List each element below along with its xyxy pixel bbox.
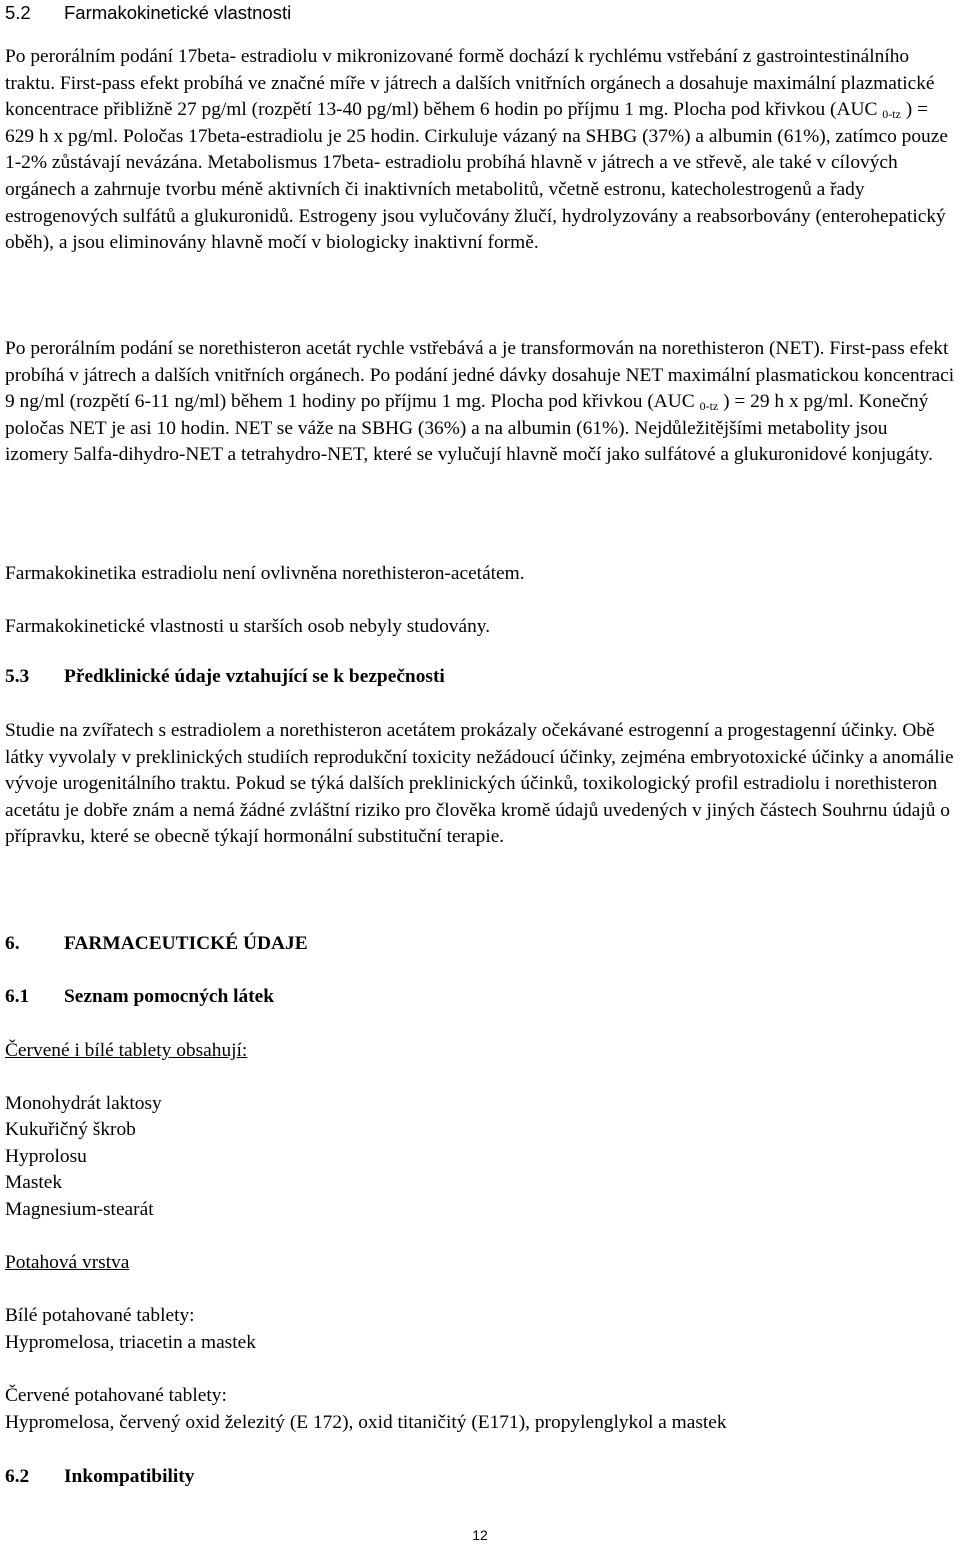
white-tablets-label: Bílé potahované tablety:	[5, 1305, 195, 1326]
excipient-item: Monohydrát laktosy	[5, 1093, 162, 1114]
red-tablets-value: Hypromelosa, červený oxid železitý (E 172), oxid titaničitý (E171), propylenglykol a mastek	[5, 1412, 727, 1433]
paragraph-preclinical: Studie na zvířatech s estradiolem a norethisteron acetátem prokázaly očekávané estrogenní a progestagenní účinky. Obě látky vyvolaly v preklinických studiích reprodukční toxicity nežádoucí účinky, zejména embryotoxické účinky a anomálie vývoje urogenitálního traktu. Pokud se týká dalších preklinických účinků, toxikologický profil estradiolu i norethisteron acetátu je dobře znám a nemá žádné zvláštní riziko pro člověka kromě údajů uvedených v jiných částech Souhrnu údajů o přípravku, které se obecně týkají hormonální substituční terapie.	[5, 720, 954, 847]
excipient-item: Kukuřičný škrob	[5, 1119, 136, 1140]
red-tablets-label: Červené potahované tablety:	[5, 1385, 227, 1406]
tablets-heading: Červené i bílé tablety obsahují:	[5, 1040, 248, 1061]
section-6-heading: 6. FARMACEUTICKÉ ÚDAJE	[5, 933, 308, 954]
white-tablets-value: Hypromelosa, triacetin a mastek	[5, 1332, 256, 1353]
section-6-1-heading: 6.1 Seznam pomocných látek	[5, 986, 275, 1007]
section-5-3-heading: 5.3 Předklinické údaje vztahující se k bezpečnosti	[5, 666, 445, 687]
section-5-2-heading: 5.2 Farmakokinetické vlastnosti	[5, 2, 292, 23]
coating-heading: Potahová vrstva	[5, 1252, 130, 1273]
page-number: 12	[472, 1527, 488, 1543]
section-6-2-heading: 6.2 Inkompatibility	[5, 1466, 195, 1487]
paragraph-estradiol-pharmacokinetics: Po perorálním podání 17beta- estradiolu v mikronizované formě dochází k rychlému vstřebání z gastrointestinálního traktu. First-pass efekt probíhá ve značné míře v játrech a dalších vnitřních orgánech a dosahuje maximální plazmatické koncentrace přibližně 27 pg/ml (rozpětí 13-40 pg/ml) během 6 hodin po příjmu 1 mg. Plocha pod křivkou (AUC $_{0-tz}$ ) = 629 h x pg/ml. Poločas 17beta-estradiolu je 25 hodin. Cirkuluje vázaný na SHBG (37%) a albumin (61%), zatímco pouze 1-2% zůstávají nevázána. Metabolismus 17beta- estradiolu probíhá hlavně v játrech a ve střevě, ale také v cílových orgánech a zahrnuje tvorbu méně aktivních či inaktivních metabolitů, včetně estronu, katecholestrogenů a řady estrogenových sulfátů a glukuronidů. Estrogeny jsou vylučovány žlučí, hydrolyzovány a reabsorbovány (enterohepatický oběh), a jsou eliminovány hlavně močí v biologicky inaktivní formě.	[5, 46, 948, 254]
excipient-item: Hyprolosu	[5, 1146, 87, 1167]
excipient-item: Mastek	[5, 1172, 63, 1193]
excipient-item: Magnesium-stearát	[5, 1199, 154, 1220]
paragraph-norethisterone-pharmacokinetics: Po perorálním podání se norethisteron acetát rychle vstřebává a je transformován na norethisteron (NET). First-pass efekt probíhá v játrech a dalších vnitřních orgánech. Po podání jedné dávky dosahuje NET maximální plasmatickou koncentraci 9 ng/ml (rozpětí 6-11 ng/ml) během 1 hodiny po příjmu 1 mg. Plocha pod křivkou (AUC $_{0-tz}$ ) = 29 h x pg/ml. Konečný poločas NET je asi 10 hodin. NET se váže na SBHG (36%) a na albumin (61%). Nejdůležitějšími metabolity jsou izomery 5alfa-dihydro-NET a tetrahydro-NET, které se vylučují hlavně močí jako sulfátové a glukuronidové konjugáty.	[5, 338, 955, 466]
paragraph-interaction: Farmakokinetika estradiolu není ovlivněna norethisteron-acetátem.	[5, 563, 525, 584]
paragraph-elderly: Farmakokinetické vlastnosti u starších osob nebyly studovány.	[5, 616, 491, 637]
